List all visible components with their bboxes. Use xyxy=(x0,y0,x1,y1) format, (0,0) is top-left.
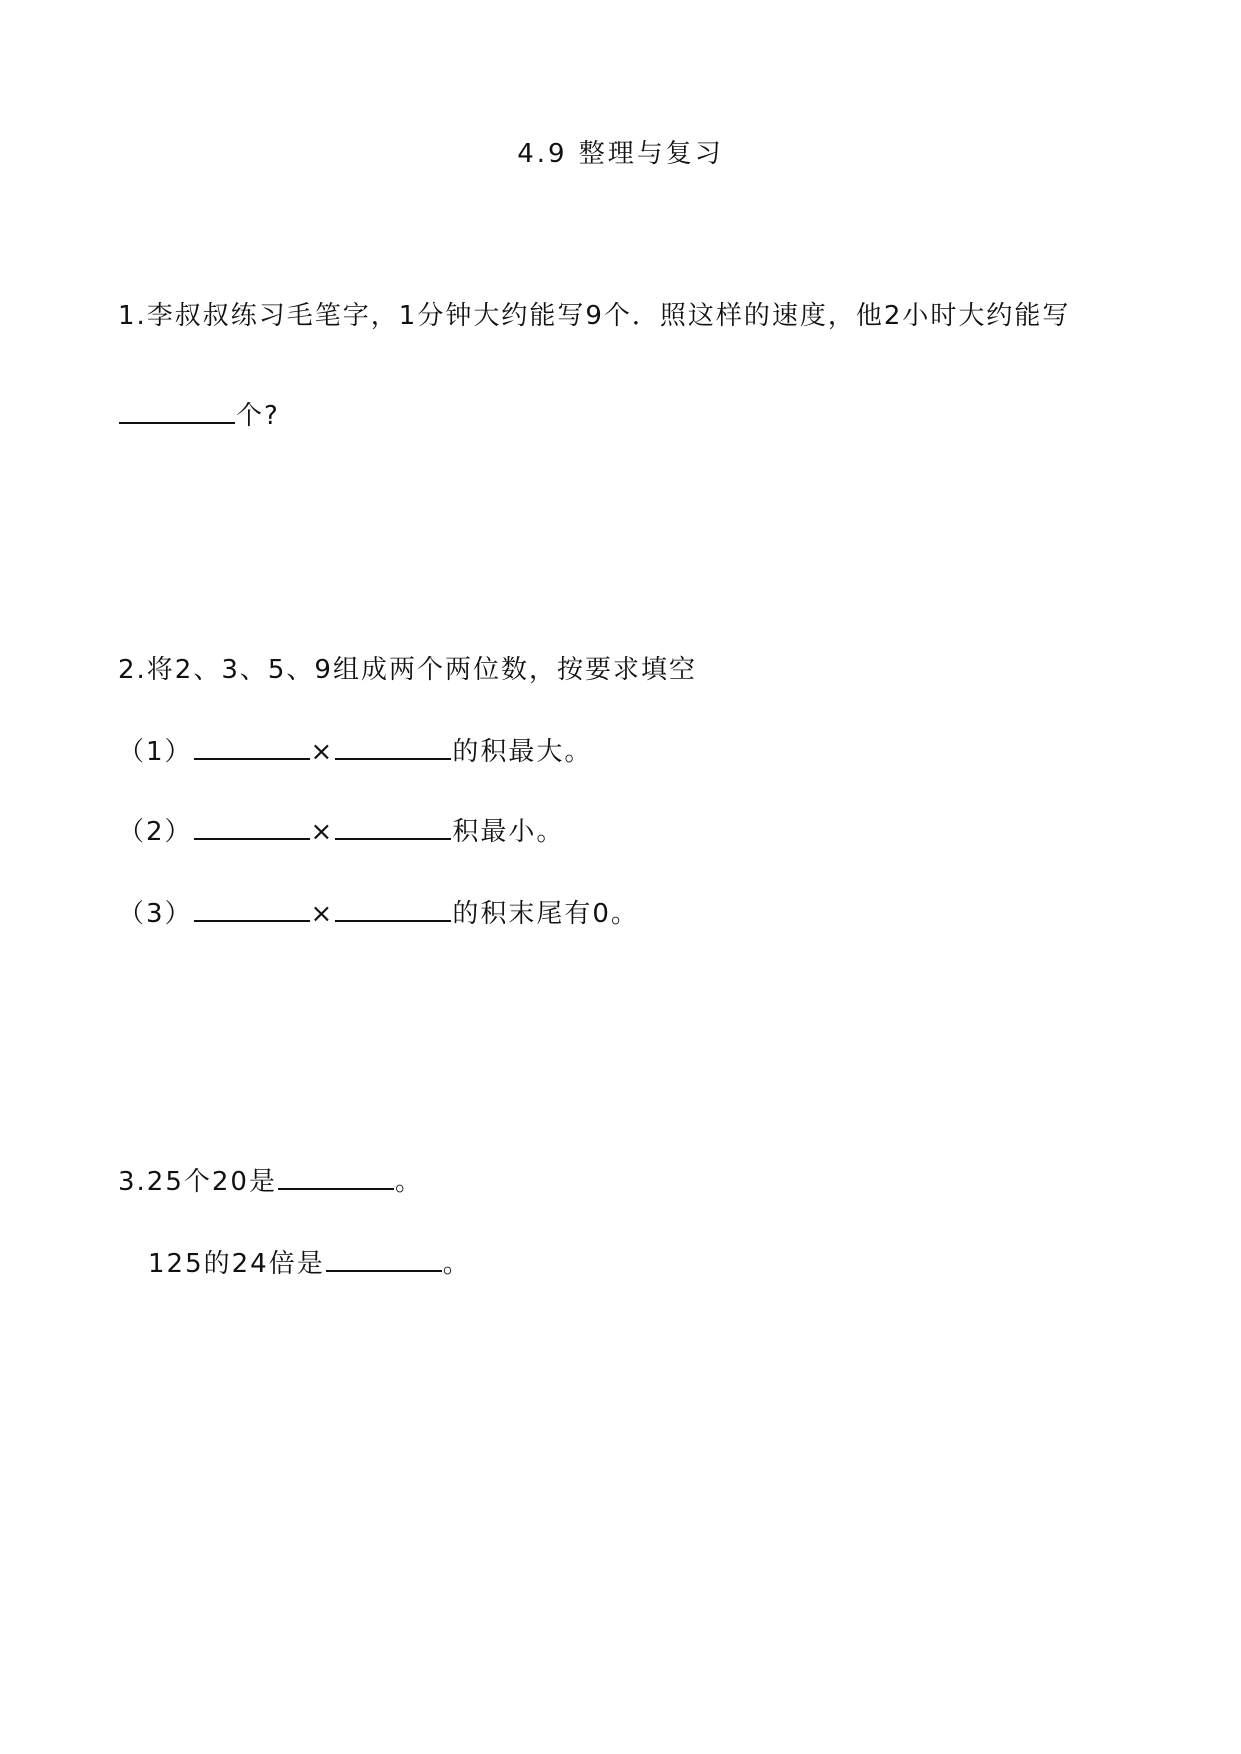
answer-blank[interactable] xyxy=(194,896,310,922)
question-3-line1 xyxy=(118,1164,423,1200)
question-2-item-2 xyxy=(118,814,564,850)
question-1-line1: 1.李叔叔练习毛笔字，1分钟大约能写9个．照这样的速度，他2小时大约能写 xyxy=(118,301,1071,331)
question-1-answer-line xyxy=(118,398,280,434)
question-1-text xyxy=(118,298,1070,334)
question-2-item-1 xyxy=(118,734,592,770)
answer-blank[interactable] xyxy=(278,1164,394,1190)
item-suffix: 积最小。 xyxy=(452,817,565,847)
answer-blank[interactable] xyxy=(194,814,310,840)
times-sign: × xyxy=(310,899,335,929)
question-3-prefix-2: 125的24倍是 xyxy=(148,1249,325,1279)
answer-blank[interactable] xyxy=(194,734,310,760)
item-suffix: 的积最大。 xyxy=(452,737,593,767)
question-2-stem: 2.将2、3、5、9组成两个两位数，按要求填空 xyxy=(118,655,697,685)
item-label: （3） xyxy=(118,899,193,929)
question-1-suffix: 个? xyxy=(236,401,280,431)
answer-blank[interactable] xyxy=(335,734,451,760)
item-label: （1） xyxy=(118,737,193,767)
question-3-suffix: 。 xyxy=(394,1167,423,1197)
item-label: （2） xyxy=(118,817,193,847)
answer-blank[interactable] xyxy=(335,896,451,922)
times-sign: × xyxy=(310,817,335,847)
answer-blank[interactable] xyxy=(335,814,451,840)
question-3-line2 xyxy=(148,1246,471,1282)
answer-blank[interactable] xyxy=(119,398,235,424)
question-3-suffix-2: 。 xyxy=(442,1249,471,1279)
page-title: 4.9 整理与复习 xyxy=(517,139,724,169)
times-sign: × xyxy=(310,737,335,767)
question-3-prefix: 3.25个20是 xyxy=(118,1167,277,1197)
answer-blank[interactable] xyxy=(326,1246,442,1272)
item-suffix: 的积末尾有0。 xyxy=(452,899,639,929)
question-2-item-3 xyxy=(118,896,639,932)
